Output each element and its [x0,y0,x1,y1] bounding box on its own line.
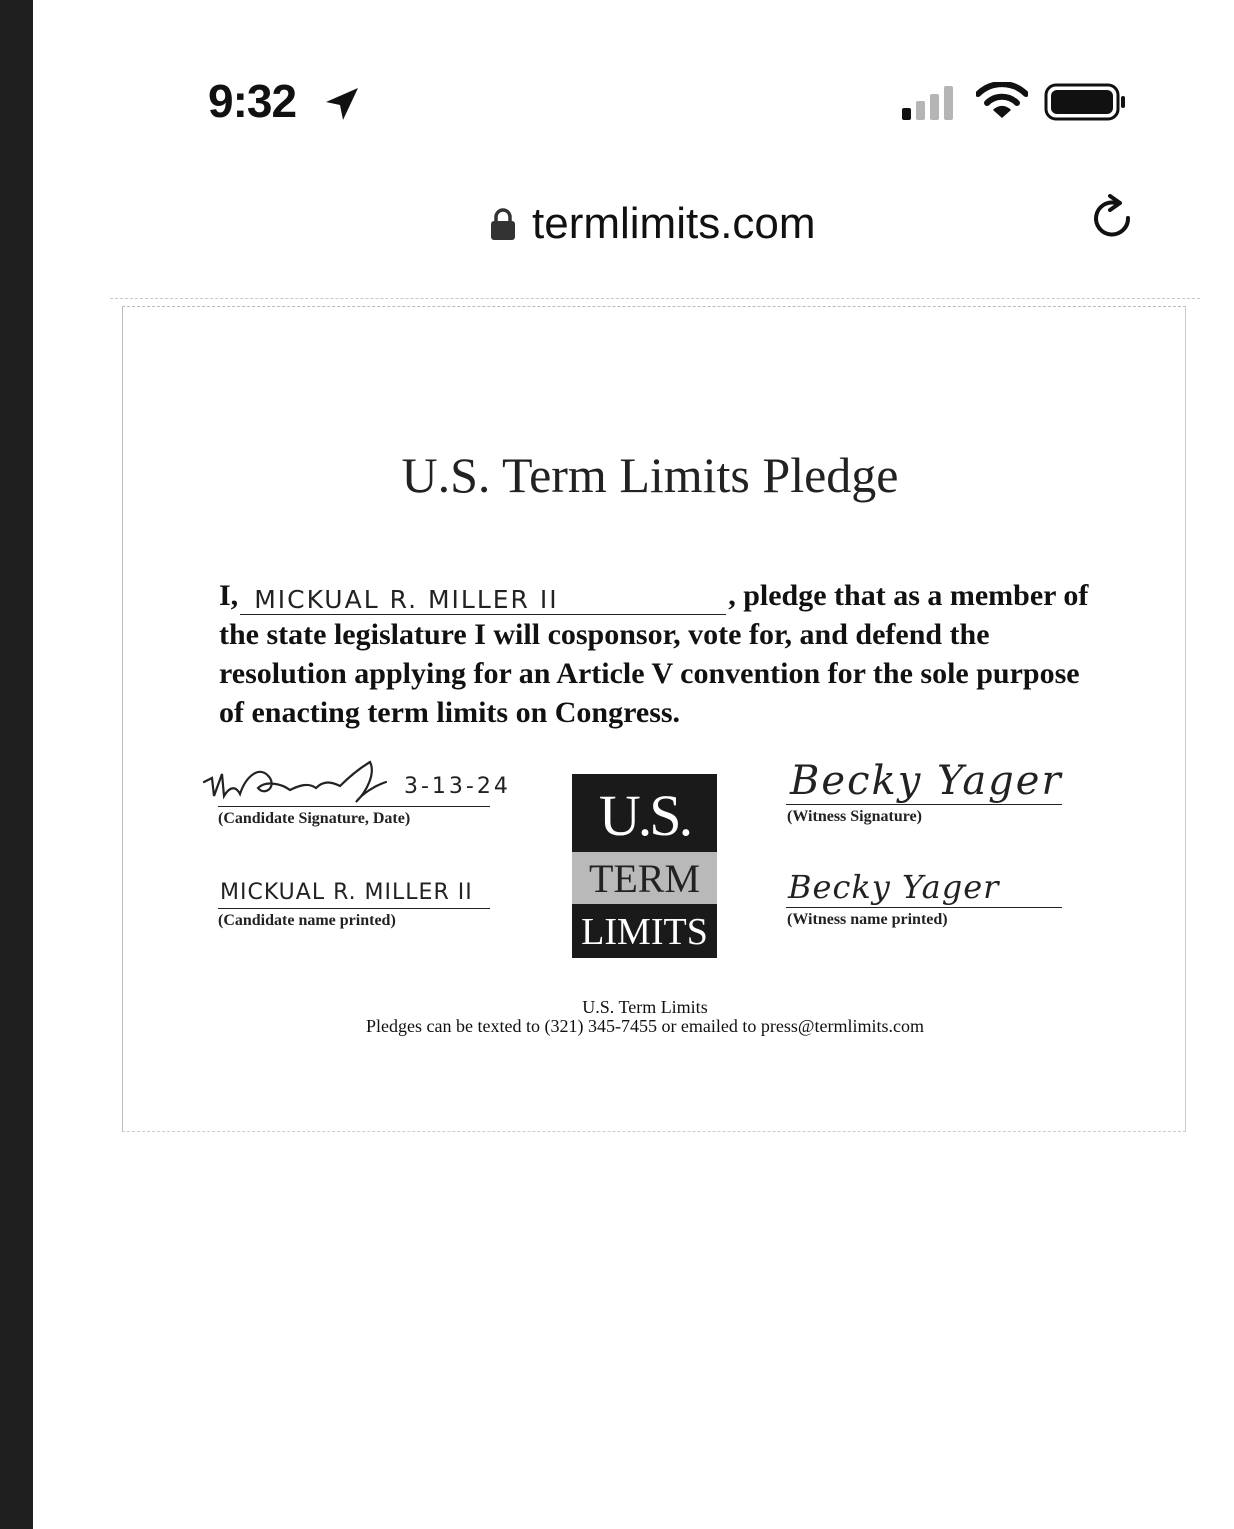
lock-icon [490,207,516,241]
witness-signature-line [786,804,1062,805]
logo-line-limits: LIMITS [572,904,717,958]
logo-line-term: TERM [572,852,717,904]
candidate-name-line [218,908,490,909]
candidate-name-handwritten: MICKUAL R. MILLER II [220,880,473,905]
pledge-prefix: I, [219,579,239,612]
witness-signature-handwritten: Becky Yager [790,758,1063,804]
battery-icon [1044,82,1128,122]
witness-name-line [786,907,1062,908]
witness-name-caption: (Witness name printed) [787,911,948,928]
reload-icon[interactable] [1088,194,1138,244]
footer-contact: Pledges can be texted to (321) 345-7455 or emailed to press@termlimits.com [366,1016,924,1036]
document-top-edge [110,298,1200,299]
candidate-name-caption: (Candidate name printed) [218,912,396,929]
us-term-limits-logo [572,774,717,958]
status-time: 9:32 [208,75,297,127]
left-edge-bar [0,0,33,1529]
document-title: U.S. Term Limits Pledge [401,447,899,503]
address-bar[interactable] [490,196,816,252]
url-text[interactable]: termlimits.com [532,199,816,248]
wifi-icon [976,82,1028,120]
candidate-signature-date: 3-13-24 [404,774,511,799]
pledge-paragraph [219,576,1099,732]
pledge-name-blank [240,582,726,615]
witness-name-handwritten: Becky Yager [788,868,1000,906]
witness-signature-caption: (Witness Signature) [787,808,922,825]
pledge-name-handwritten: MICKUAL R. MILLER II [254,585,559,614]
cellular-signal-icon [902,86,960,120]
candidate-signature-caption: (Candidate Signature, Date) [218,810,411,827]
candidate-signature-line [218,806,490,807]
logo-line-us: U.S. [572,774,717,852]
candidate-signature-scribble [200,756,400,808]
footer-organization: U.S. Term Limits [582,997,708,1017]
pledge-body: , pledge that as a member of the state legislature I will cosponsor, vote for, and defend the resolution applying for an Article V convention for the sole purpose of enacting term limits on Congress. [219,579,1089,729]
location-arrow-icon [322,84,362,124]
